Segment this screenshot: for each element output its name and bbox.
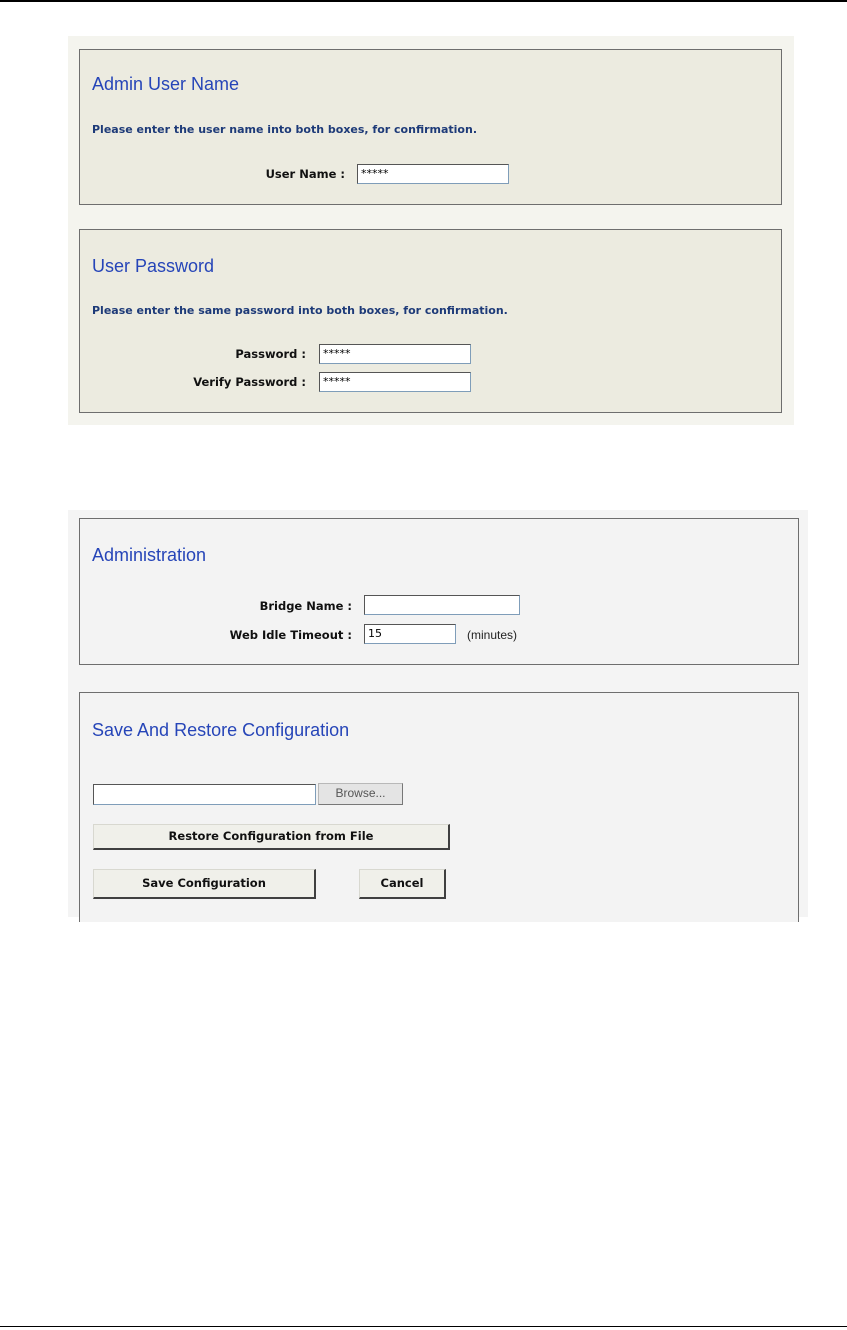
user-name-input[interactable]: ***** [357,164,509,184]
timeout-unit: (minutes) [467,628,518,642]
restore-configuration-button[interactable]: Restore Configuration from File [93,824,450,850]
admin-user-name-title: Admin User Name [92,74,240,94]
top-rule [0,0,847,2]
user-name-label: User Name : [265,167,345,181]
web-idle-timeout-input[interactable]: 15 [364,624,456,644]
administration-screenshot [68,510,808,917]
config-file-input[interactable] [93,784,316,805]
verify-password-label: Verify Password : [193,375,306,389]
save-restore-panel [79,692,799,922]
administration-panel [79,518,799,665]
user-password-panel [79,229,782,413]
user-password-hint: Please enter the same password into both boxes, for confirmation. [92,304,508,317]
save-restore-title: Save And Restore Configuration [92,720,350,740]
browse-button[interactable]: Browse... [318,783,403,805]
admin-user-name-panel [79,49,782,205]
bottom-rule [0,1326,847,1327]
credentials-screenshot [68,36,794,425]
web-idle-timeout-label: Web Idle Timeout : [229,628,352,642]
administration-title: Administration [92,545,207,565]
admin-user-name-hint: Please enter the user name into both boxes, for confirmation. [92,123,477,136]
verify-password-input[interactable]: ***** [319,372,471,392]
cancel-button[interactable]: Cancel [359,869,446,899]
password-input[interactable]: ***** [319,344,471,364]
bridge-name-label: Bridge Name : [259,599,352,613]
save-configuration-button[interactable]: Save Configuration [93,869,316,899]
password-label: Password : [235,347,306,361]
user-password-title: User Password [92,256,215,276]
bridge-name-input[interactable] [364,595,520,615]
